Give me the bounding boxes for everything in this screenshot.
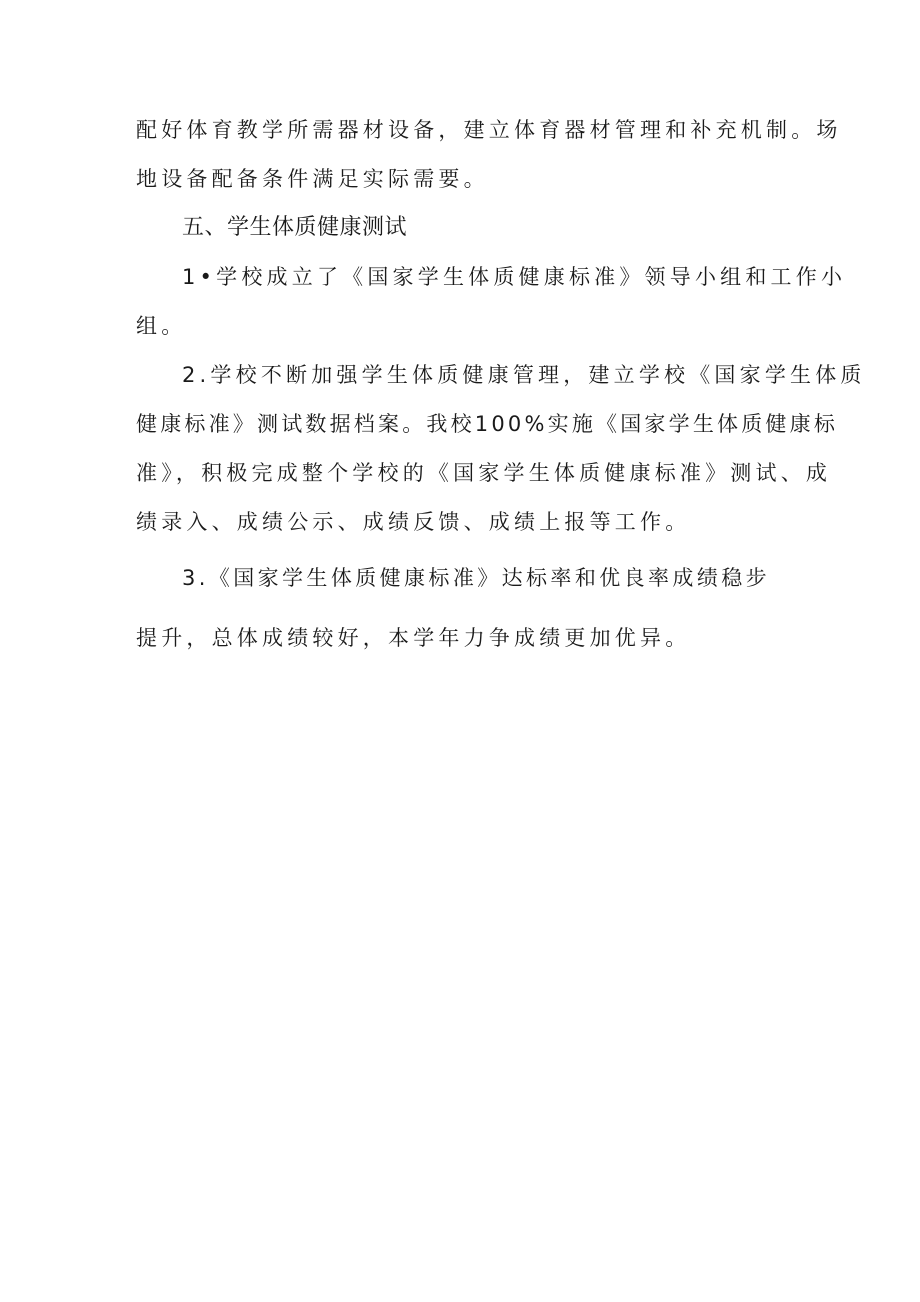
section-heading: 五、学生体质健康测试 xyxy=(182,215,408,240)
list-item-2-line: 健康标准》测试数据档案。我校100%实施《国家学生体质健康标 xyxy=(136,412,839,436)
list-item-3-line: 3.《国家学生体质健康标准》达标率和优良率成绩稳步 xyxy=(182,566,771,590)
list-item-2-line: 2.学校不断加强学生体质健康管理，建立学校《国家学生体质 xyxy=(182,363,866,387)
list-item-2-line: 绩录入、成绩公示、成绩反馈、成绩上报等工作。 xyxy=(136,510,691,534)
list-item-3-line: 提升，总体成绩较好，本学年力争成绩更加优异。 xyxy=(136,626,691,650)
list-item-2-line: 准》，积极完成整个学校的《国家学生体质健康标准》测试、成 xyxy=(136,461,832,485)
list-item-1-line: 1•学校成立了《国家学生体质健康标准》领导小组和工作小 xyxy=(182,265,847,289)
paragraph-line: 配好体育教学所需器材设备，建立体育器材管理和补充机制。场 xyxy=(136,118,842,142)
paragraph-line: 地设备配备条件满足实际需要。 xyxy=(136,167,489,191)
list-item-1-line: 组。 xyxy=(136,314,187,338)
